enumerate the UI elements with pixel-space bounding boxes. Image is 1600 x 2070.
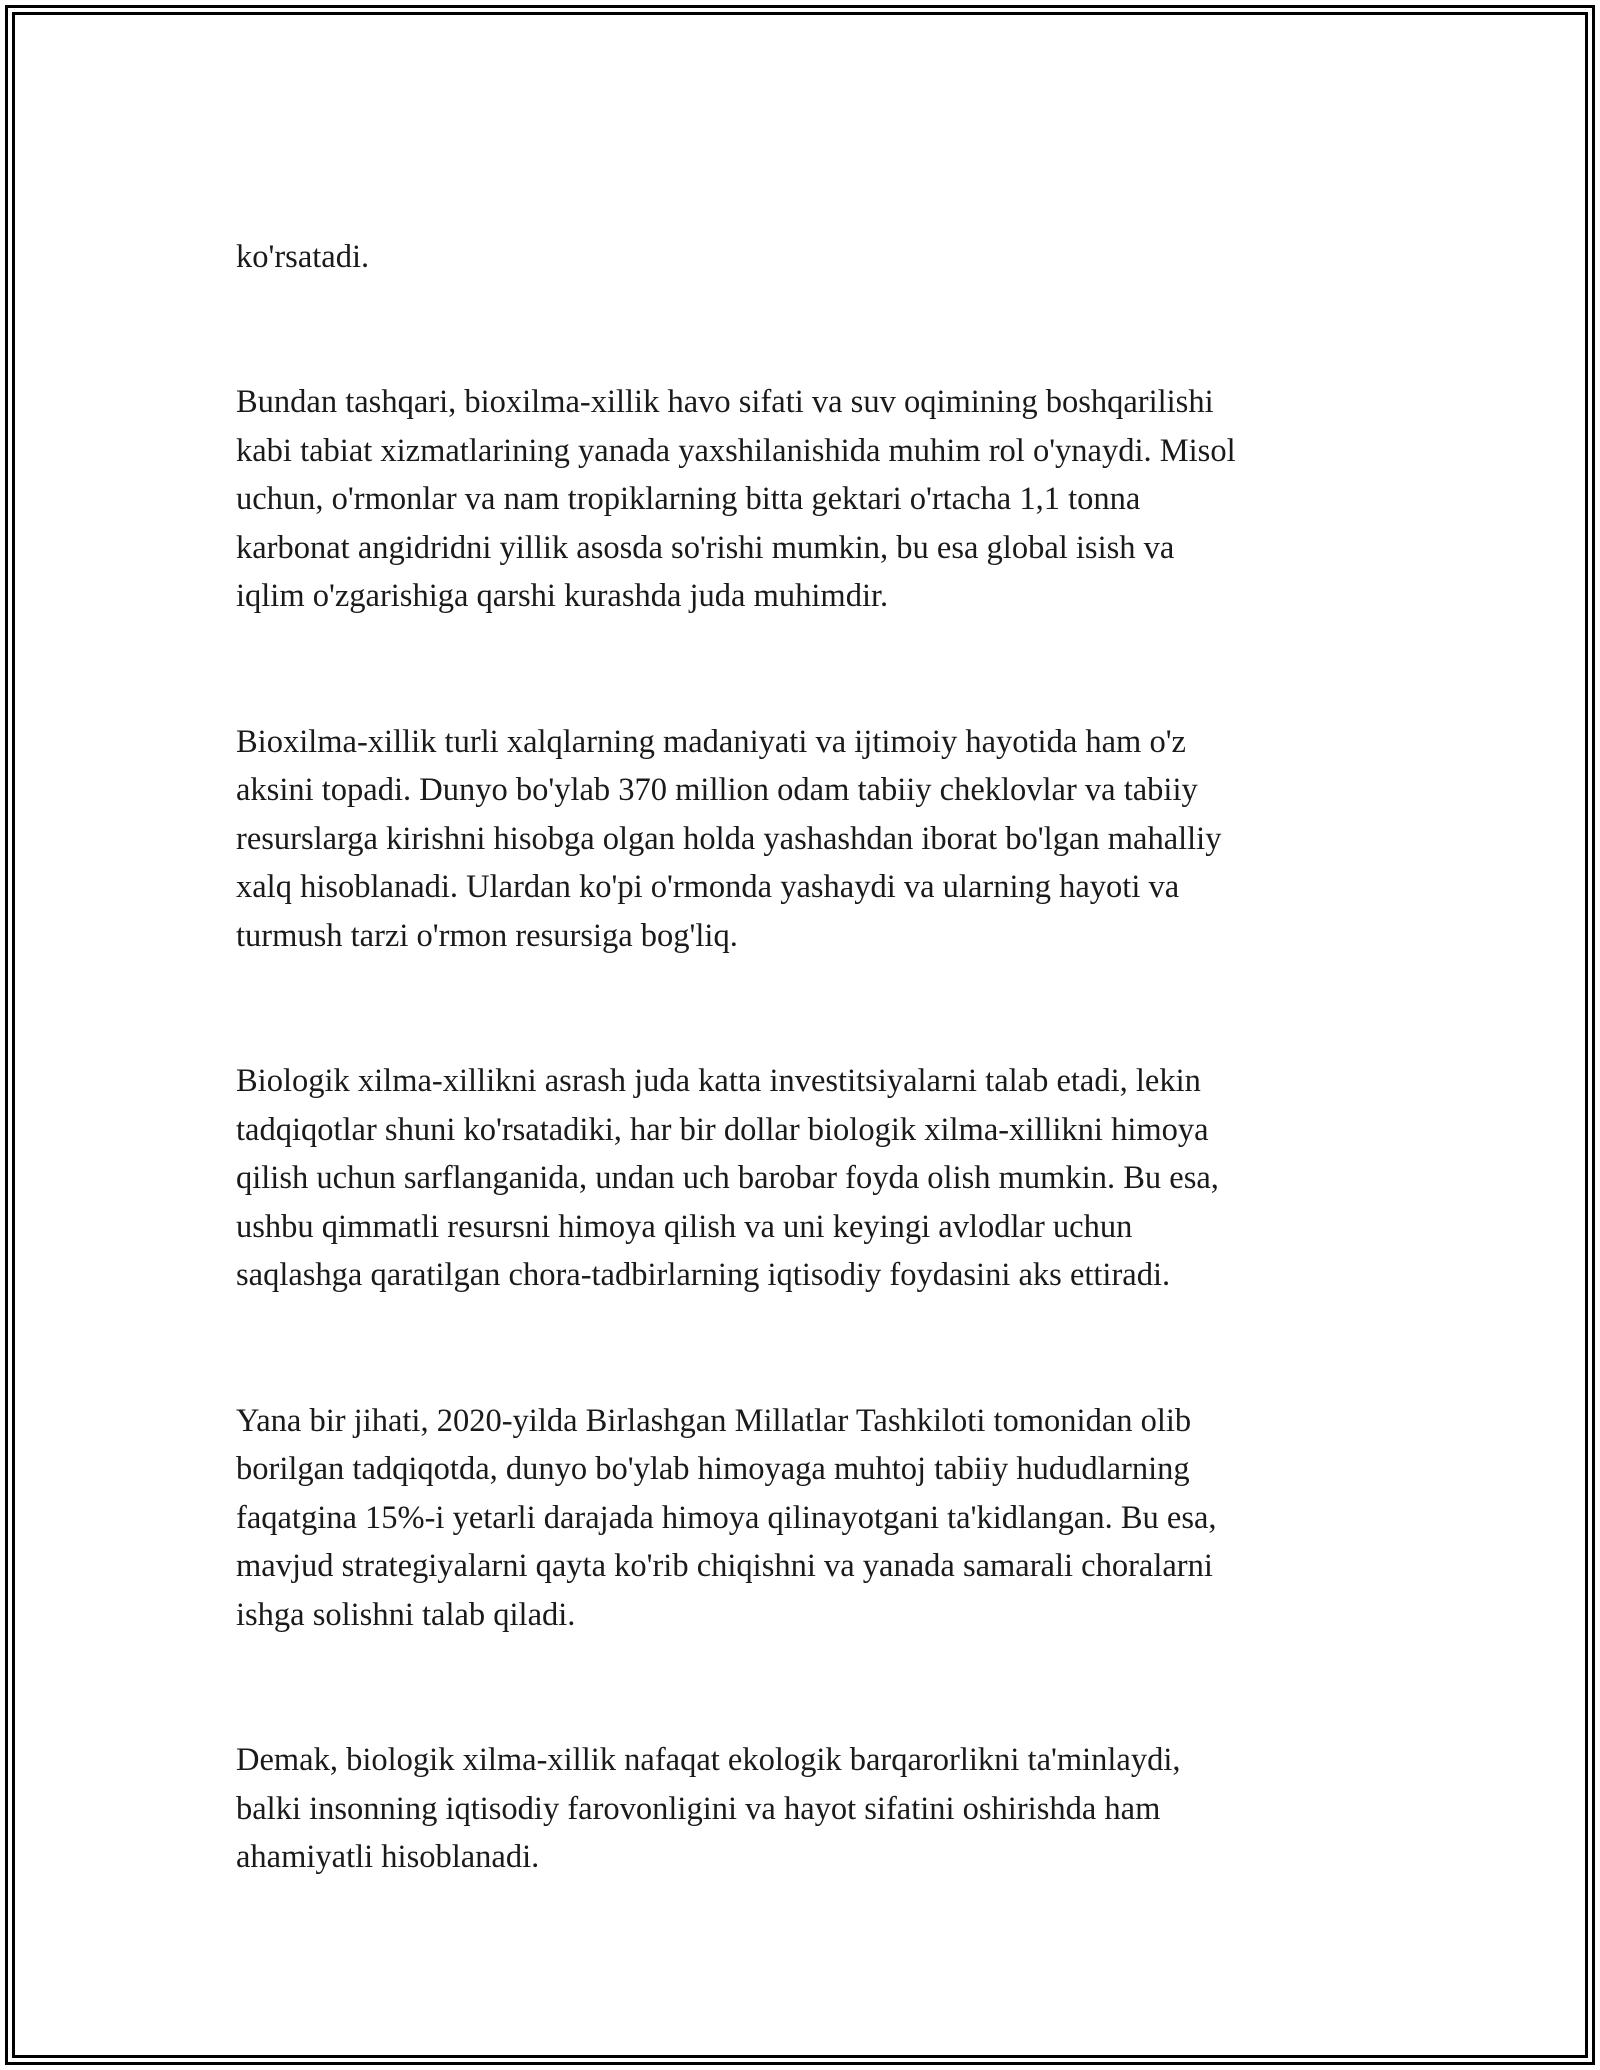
paragraph: Bundan tashqari, bioxilma-xillik havo sifati va suv oqimining boshqarilishi kabi tabiat xizmatlarining yanada yaxshilanishida muhim rol o'ynaydi. Misol uchun, o'rmonlar va nam tropiklarning bitta gektari o'rtacha 1,1 tonna karbonat angidridni yillik asosda so'rishi mumkin, bu esa global isish va iqlim o'zgarishiga qarshi kurashda juda muhimdir. (236, 384, 1236, 614)
document-body (236, 184, 1386, 1979)
paragraph: Bioxilma-xillik turli xalqlarning madaniyati va ijtimoiy hayotida ham o'z aksini topadi. Dunyo bo'ylab 370 million odam tabiiy cheklovlar va tabiiy resurslarga kirishni hisobga olgan holda yashashdan iborat bo'lgan mahalliy xalq hisoblanadi. Ulardan ko'pi o'rmonda yashaydi va ularning hayoti va turmush tarzi o'rmon resursiga bog'liq. (236, 723, 1222, 954)
paragraph: Yana bir jihati, 2020-yilda Birlashgan Millatlar Tashkiloti tomonidan olib borilgan tadqiqotda, dunyo bo'ylab himoyaga muhtoj tabiiy hududlarning faqatgina 15%-i yetarli darajada himoya qilinayotgani ta'kidlangan. Bu esa, mavjud strategiyalarni qayta ko'rib chiqishni va yanada samarali choralarni ishga solishni talab qiladi. (236, 1402, 1217, 1633)
paragraph: ko'rsatadi. (236, 238, 370, 275)
paragraph: Biologik xilma-xillikni asrash juda katta investitsiyalarni talab etadi, lekin tadqiqotlar shuni ko'rsatadiki, har bir dollar biologik xilma-xillikni himoya qilish uchun sarflanganida, undan uch barobar foyda olish mumkin. Bu esa, ushbu qimmatli resursni himoya qilish va uni keyingi avlodlar uchun saqlashga qaratilgan chora-tadbirlarning iqtisodiy foydasini aks ettiradi. (236, 1063, 1219, 1293)
paragraph: Demak, biologik xilma-xillik nafaqat ekologik barqarorlikni ta'minlaydi, balki insonning iqtisodiy farovonligini va hayot sifatini oshirishda ham ahamiyatli hisoblanadi. (236, 1742, 1181, 1875)
